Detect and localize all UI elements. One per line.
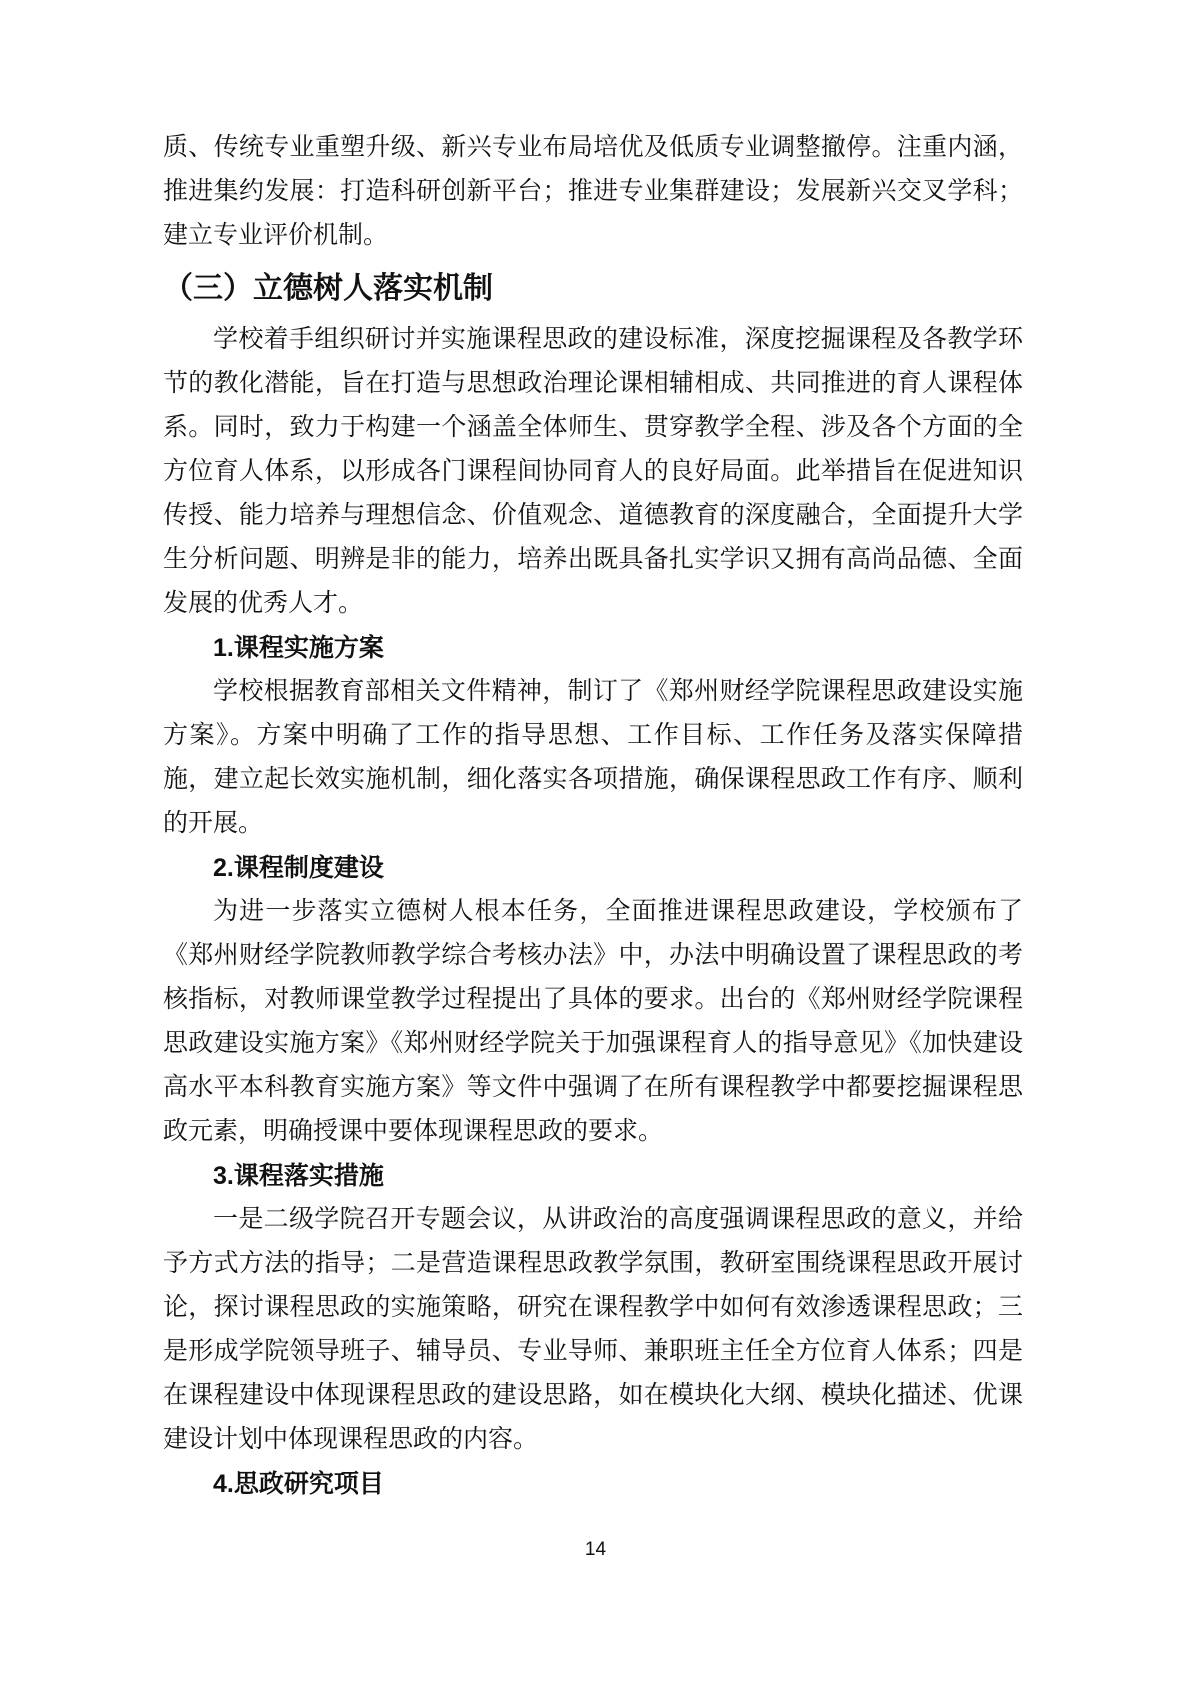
item-3-paragraph: 一是二级学院召开专题会议，从讲政治的高度强调课程思政的意义，并给予方式方法的指导；二是营造课程思政教学氛围，教研室围绕课程思政开展讨论，探讨课程思政的实施策略，研究在课程教学中如何有效渗透课程思政；三是形成学院领导班子、辅导员、专业导师、兼职班主任全方位育人体系；四是在课程建设中体现课程思政的建设思路，如在模块化大纲、模块化描述、优课建设计划中体现课程思政的内容。	[163, 1206, 1023, 1453]
item-1-paragraph: 学校根据教育部相关文件精神，制订了《郑州财经学院课程思政建设实施方案》。方案中明确了工作的指导思想、工作目标、工作任务及落实保障措施，建立起长效实施机制，细化落实各项措施，确保课程思政工作有序、顺利的开展。	[163, 678, 1023, 837]
section-heading: （三）立德树人落实机制	[163, 272, 493, 305]
intro-paragraph: 学校着手组织研讨并实施课程思政的建设标准，深度挖掘课程及各教学环节的教化潜能，旨在打造与思想政治理论课相辅相成、共同推进的育人课程体系。同时，致力于构建一个涵盖全体师生、贯穿教学全程、涉及各个方面的全方位育人体系，以形成各门课程间协同育人的良好局面。此举措旨在促进知识传授、能力培养与理想信念、价值观念、道德教育的深度融合，全面提升大学生分析问题、明辨是非的能力，培养出既具备扎实学识又拥有高尚品德、全面发展的优秀人才。	[163, 326, 1023, 617]
document-text-block	[163, 126, 1023, 1506]
item-1-heading: 1.课程实施方案	[213, 634, 384, 662]
page-number: 14	[584, 1539, 607, 1560]
continued-paragraph: 质、传统专业重塑升级、新兴专业布局培优及低质专业调整撤停。注重内涵，推进集约发展：打造科研创新平台；推进专业集群建设；发展新兴交叉学科；建立专业评价机制。	[163, 134, 1023, 249]
item-4-heading: 4.思政研究项目	[213, 1470, 384, 1498]
item-2-paragraph: 为进一步落实立德树人根本任务，全面推进课程思政建设，学校颁布了《郑州财经学院教师教学综合考核办法》中，办法中明确设置了课程思政的考核指标，对教师课堂教学过程提出了具体的要求。出台的《郑州财经学院课程思政建设实施方案》《郑州财经学院关于加强课程育人的指导意见》《加快建设高水平本科教育实施方案》等文件中强调了在所有课程教学中都要挖掘课程思政元素，明确授课中要体现课程思政的要求。	[163, 898, 1023, 1145]
item-3-heading: 3.课程落实措施	[213, 1162, 384, 1190]
item-2-heading: 2.课程制度建设	[213, 854, 384, 882]
